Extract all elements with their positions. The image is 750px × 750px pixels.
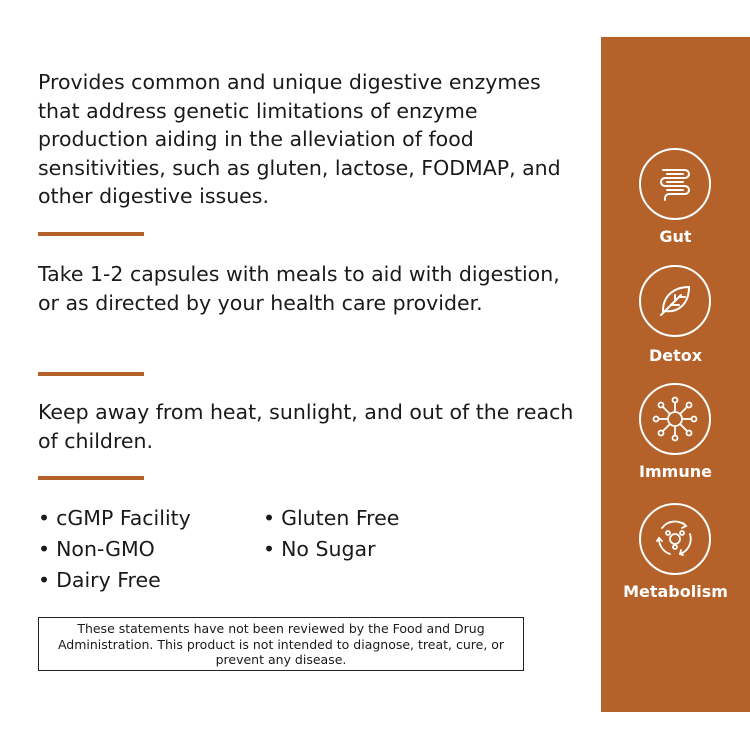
badge-label: Detox (648, 346, 703, 365)
badge-label: Gut (659, 227, 692, 246)
cycle-icon (639, 503, 711, 575)
badge-label: Immune (639, 462, 712, 481)
benefits-sidebar (601, 37, 750, 712)
feature-item: • cGMP Facility (38, 503, 191, 534)
divider (38, 372, 144, 376)
feature-item: • Dairy Free (38, 565, 191, 596)
directions-text: Take 1-2 capsules with meals to aid with digestion, or as directed by your health care provider. (38, 262, 560, 315)
feature-list-left (38, 503, 191, 596)
warning-text: Keep away from heat, sunlight, and out of the reach of children. (38, 400, 574, 453)
fda-disclaimer: These statements have not been reviewed by the Food and Drug Administration. This product is not intended to diagnose, treat, cure, or prevent any disease. (38, 617, 524, 671)
network-icon (639, 383, 711, 455)
description-text: Provides common and unique digestive enzymes that address genetic limitations of enzyme production aiding in the alleviation of food sensitivities, such as gluten, lactose, FODMAP, and other digestive issues. (38, 70, 561, 208)
leaf-icon (639, 265, 711, 337)
feature-item: • Non-GMO (38, 534, 191, 565)
divider (38, 476, 144, 480)
divider (38, 232, 144, 236)
feature-item: • No Sugar (263, 534, 399, 565)
intestine-icon (639, 148, 711, 220)
feature-item: • Gluten Free (263, 503, 399, 534)
badge-label: Metabolism (623, 582, 728, 601)
feature-list-right (263, 503, 399, 565)
